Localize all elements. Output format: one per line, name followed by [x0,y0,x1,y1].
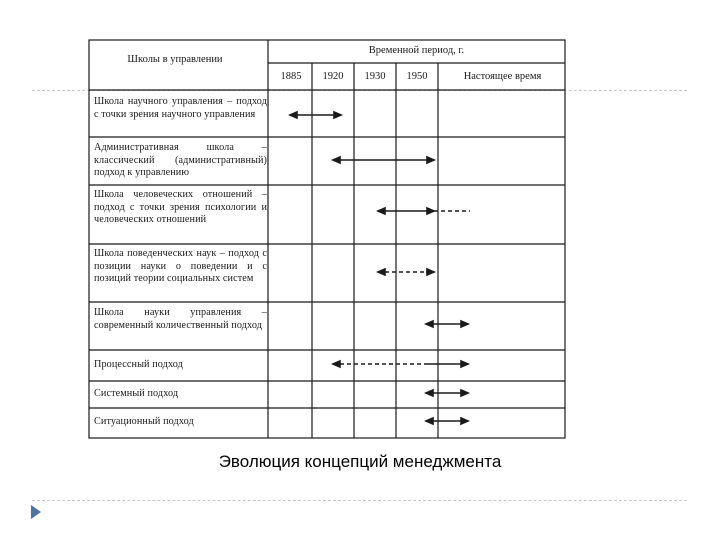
arrowhead-right-icon [461,361,468,367]
arrowhead-right-icon [461,418,468,424]
year-1930: 1930 [364,71,386,82]
arrowhead-left-icon [426,321,433,327]
arrowhead-left-icon [426,418,433,424]
arrowhead-left-icon [290,112,297,118]
slide-caption: Эволюция концепций менеджмента [218,452,502,471]
arrowhead-right-icon [427,157,434,163]
year-present: Настоящее время [463,71,542,82]
process-approach: Процессный подход [94,359,183,370]
arrowhead-left-icon [333,157,340,163]
period-header: Временной период, г. [368,45,465,56]
arrowhead-right-icon [461,321,468,327]
school-human-relations: Школа человеческих отношений – подход с точки зрения психологии и человеческих отношений [94,189,267,226]
year-1885: 1885 [280,71,302,82]
schools-header: Школы в управлении [127,54,223,65]
school-management-science: Школа науки управления – современный количественный подход [94,307,267,331]
arrowhead-left-icon [333,361,340,367]
arrowhead-right-icon [427,208,434,214]
arrowhead-left-icon [426,390,433,396]
year-1920: 1920 [322,71,344,82]
slide-bullet-icon [31,505,41,519]
school-scientific-management: Школа научного управления – подход с точки зрения научного управления [94,96,267,120]
arrowhead-right-icon [427,269,434,275]
arrowhead-right-icon [461,390,468,396]
systems-approach: Системный подход [94,388,179,399]
arrowhead-left-icon [378,269,385,275]
arrowhead-right-icon [334,112,341,118]
situational-approach: Ситуационный подход [94,416,194,427]
school-administrative: Административная школа – классический (административный) подход к управлению [94,142,267,179]
arrowhead-left-icon [378,208,385,214]
school-behavioral-sciences: Школа поведенческих наук – подход с позиции науки о поведении и с позиций теории социальных систем [94,248,267,285]
year-1950: 1950 [406,71,428,82]
